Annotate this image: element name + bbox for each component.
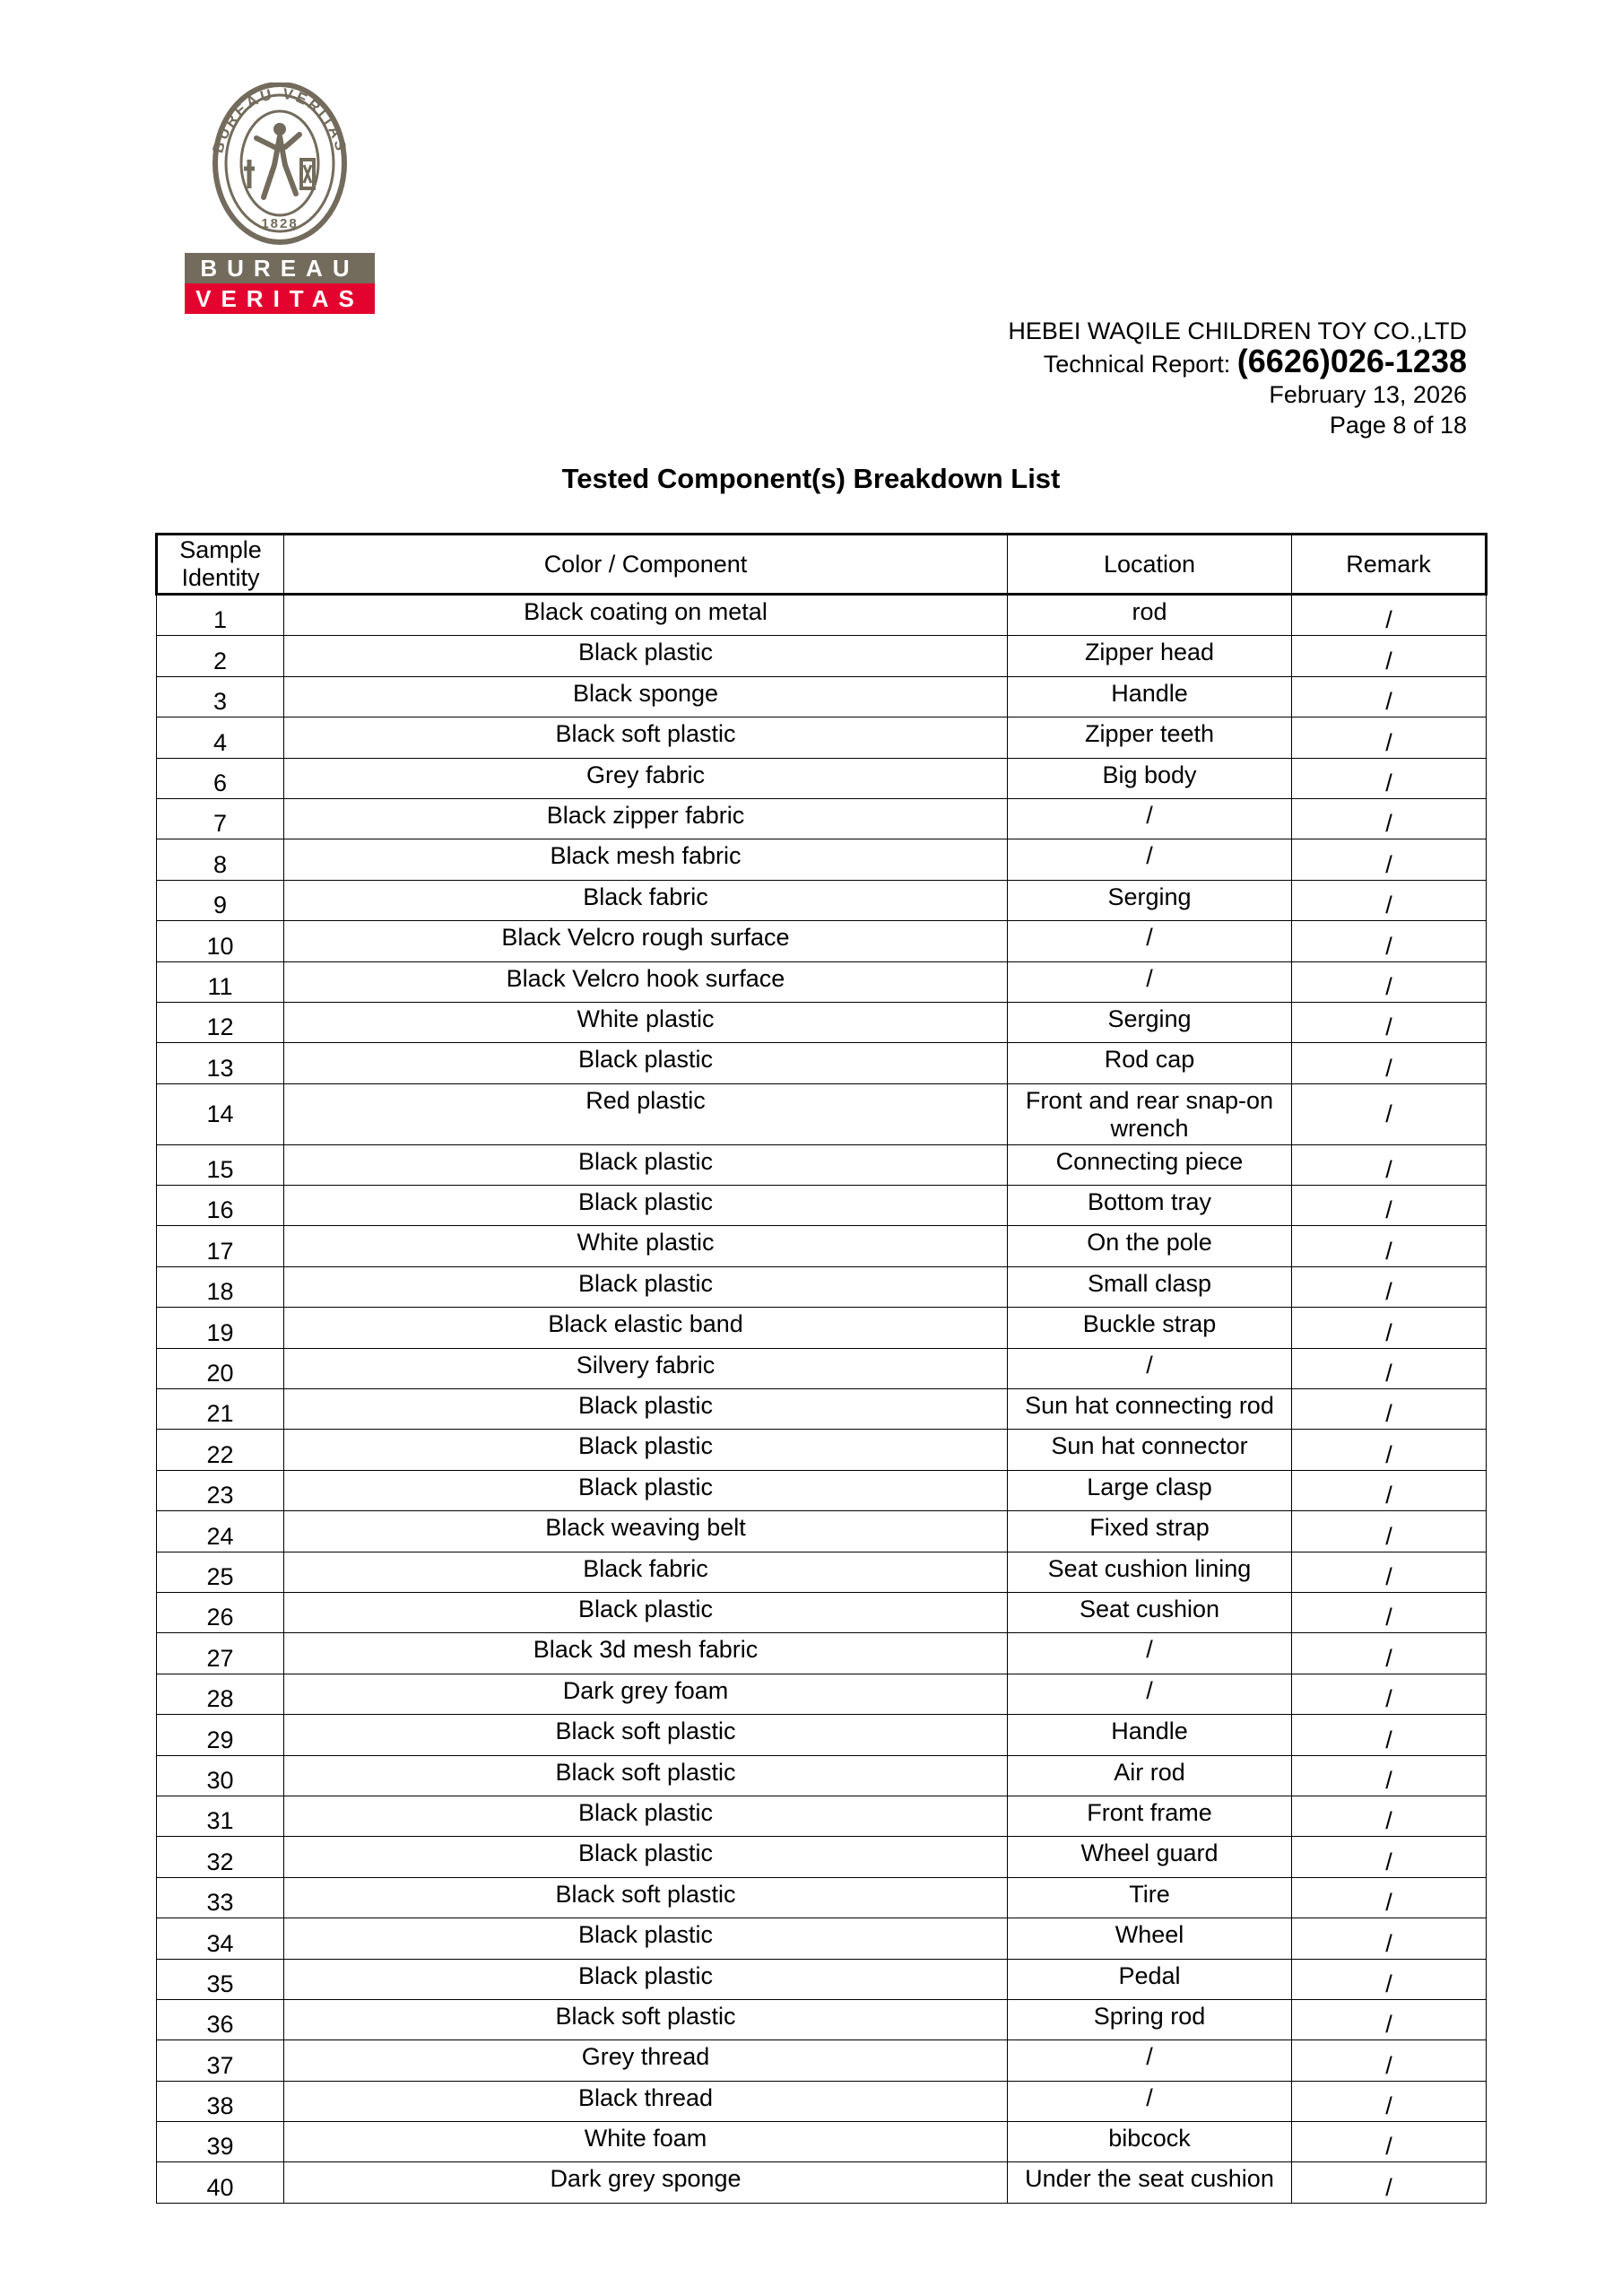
sample-identity-cell: 31 <box>157 1796 284 1836</box>
location-cell: Fixed strap <box>1008 1511 1292 1552</box>
component-cell: Grey thread <box>284 2040 1008 2081</box>
location-cell: Under the seat cushion <box>1008 2162 1292 2203</box>
remark-cell: / <box>1292 880 1487 920</box>
component-cell: Black plastic <box>284 1389 1008 1430</box>
location-cell: Zipper teeth <box>1008 718 1292 758</box>
sample-identity-cell: 11 <box>157 961 284 1002</box>
location-cell: Front and rear snap-on wrench <box>1008 1083 1292 1144</box>
table-row <box>157 676 1487 717</box>
component-cell: Black soft plastic <box>284 1755 1008 1796</box>
column-header-remark: Remark <box>1292 535 1487 595</box>
remark-cell: / <box>1292 636 1487 676</box>
component-cell: Black plastic <box>284 1837 1008 1877</box>
sample-identity-cell: 14 <box>157 1083 284 1144</box>
location-cell: Bottom tray <box>1008 1186 1292 1226</box>
location-cell: Seat cushion lining <box>1008 1552 1292 1592</box>
table-row <box>157 758 1487 798</box>
remark-cell: / <box>1292 1389 1487 1430</box>
remark-cell: / <box>1292 1592 1487 1632</box>
remark-cell: / <box>1292 1430 1487 1470</box>
location-cell: / <box>1008 2081 1292 2121</box>
component-cell: Silvery fabric <box>284 1348 1008 1388</box>
remark-cell: / <box>1292 676 1487 717</box>
location-cell: Wheel guard <box>1008 1837 1292 1877</box>
remark-cell: / <box>1292 1348 1487 1388</box>
table-row <box>157 1002 1487 1042</box>
table-row <box>157 961 1487 1002</box>
sample-identity-cell: 38 <box>157 2081 284 2121</box>
table-row <box>157 1430 1487 1470</box>
component-cell: White plastic <box>284 1002 1008 1042</box>
location-cell: On the pole <box>1008 1226 1292 1266</box>
remark-cell: / <box>1292 1999 1487 2039</box>
location-cell: / <box>1008 1348 1292 1388</box>
sample-identity-cell: 26 <box>157 1592 284 1632</box>
component-cell: Black thread <box>284 2081 1008 2121</box>
component-cell: Dark grey sponge <box>284 2162 1008 2203</box>
table-row <box>157 1674 1487 1714</box>
remark-cell: / <box>1292 1877 1487 1918</box>
component-cell: Black plastic <box>284 636 1008 676</box>
table-row <box>157 880 1487 920</box>
component-cell: White plastic <box>284 1226 1008 1266</box>
remark-cell: / <box>1292 2122 1487 2162</box>
table-row <box>157 1348 1487 1388</box>
component-cell: Black plastic <box>284 1796 1008 1836</box>
location-cell: / <box>1008 961 1292 1002</box>
svg-text:BUREAU: BUREAU <box>200 255 360 282</box>
table-row <box>157 1715 1487 1755</box>
svg-text:1828: 1828 <box>261 216 299 231</box>
sample-identity-cell: 24 <box>157 1511 284 1552</box>
location-cell: Tire <box>1008 1877 1292 1918</box>
component-cell: Black Velcro rough surface <box>284 921 1008 961</box>
component-cell: Black plastic <box>284 1918 1008 1959</box>
remark-cell: / <box>1292 1552 1487 1592</box>
sample-identity-cell: 25 <box>157 1552 284 1592</box>
sample-identity-cell: 28 <box>157 1674 284 1714</box>
sample-identity-cell: 36 <box>157 1999 284 2039</box>
table-row <box>157 1266 1487 1307</box>
table-body <box>157 595 1487 2204</box>
location-cell: Connecting piece <box>1008 1144 1292 1185</box>
location-cell: Sun hat connecting rod <box>1008 1389 1292 1430</box>
table-row <box>157 1389 1487 1430</box>
location-cell: / <box>1008 839 1292 880</box>
report-header <box>1008 316 1467 440</box>
sample-identity-cell: 23 <box>157 1470 284 1510</box>
table-row <box>157 798 1487 839</box>
component-cell: Red plastic <box>284 1083 1008 1144</box>
table-row <box>157 636 1487 676</box>
component-cell: Black plastic <box>284 1144 1008 1185</box>
sample-identity-cell: 1 <box>157 595 284 636</box>
remark-cell: / <box>1292 1144 1487 1185</box>
table-row <box>157 1796 1487 1836</box>
location-cell: / <box>1008 1633 1292 1674</box>
table-header-row <box>157 535 1487 595</box>
sample-identity-cell: 18 <box>157 1266 284 1307</box>
component-cell: Black plastic <box>284 1430 1008 1470</box>
table-row <box>157 1226 1487 1266</box>
component-cell: Black plastic <box>284 1592 1008 1632</box>
location-cell: / <box>1008 798 1292 839</box>
sample-identity-cell: 3 <box>157 676 284 717</box>
component-cell: Black soft plastic <box>284 1715 1008 1755</box>
remark-cell: / <box>1292 1470 1487 1510</box>
sample-identity-cell: 10 <box>157 921 284 961</box>
remark-cell: / <box>1292 1083 1487 1144</box>
component-cell: White foam <box>284 2122 1008 2162</box>
sample-identity-cell: 19 <box>157 1308 284 1348</box>
table-row <box>157 1083 1487 1144</box>
company-name: HEBEI WAQILE CHILDREN TOY CO.,LTD <box>1008 317 1467 344</box>
location-cell: Handle <box>1008 1715 1292 1755</box>
remark-cell: / <box>1292 758 1487 798</box>
component-cell: Black zipper fabric <box>284 798 1008 839</box>
sample-identity-cell: 39 <box>157 2122 284 2162</box>
sample-identity-cell: 21 <box>157 1389 284 1430</box>
sample-identity-cell: 22 <box>157 1430 284 1470</box>
location-cell: Seat cushion <box>1008 1592 1292 1632</box>
table-row <box>157 1959 1487 1999</box>
location-cell: Serging <box>1008 880 1292 920</box>
table-row <box>157 1999 1487 2039</box>
column-header-sample-identity: Sample Identity <box>157 535 284 595</box>
location-cell: bibcock <box>1008 2122 1292 2162</box>
table-row <box>157 921 1487 961</box>
remark-cell: / <box>1292 2162 1487 2203</box>
sample-identity-cell: 7 <box>157 798 284 839</box>
remark-cell: / <box>1292 1755 1487 1796</box>
sample-identity-cell: 16 <box>157 1186 284 1226</box>
remark-cell: / <box>1292 1266 1487 1307</box>
table-row <box>157 1043 1487 1083</box>
component-breakdown-table <box>155 533 1488 2204</box>
bureau-veritas-seal-icon <box>185 83 375 317</box>
table-row <box>157 718 1487 758</box>
remark-cell: / <box>1292 921 1487 961</box>
remark-cell: / <box>1292 1002 1487 1042</box>
component-cell: Black weaving belt <box>284 1511 1008 1552</box>
location-cell: Pedal <box>1008 1959 1292 1999</box>
remark-cell: / <box>1292 798 1487 839</box>
component-cell: Black elastic band <box>284 1308 1008 1348</box>
svg-text:BUREAU VERITAS: BUREAU VERITAS <box>209 84 351 155</box>
sample-identity-cell: 37 <box>157 2040 284 2081</box>
remark-cell: / <box>1292 1959 1487 1999</box>
component-cell: Black coating on metal <box>284 595 1008 636</box>
sample-identity-cell: 13 <box>157 1043 284 1083</box>
location-cell: Large clasp <box>1008 1470 1292 1510</box>
table-row <box>157 1877 1487 1918</box>
remark-cell: / <box>1292 1226 1487 1266</box>
sample-identity-cell: 20 <box>157 1348 284 1388</box>
table-row <box>157 2122 1487 2162</box>
component-cell: Black plastic <box>284 1470 1008 1510</box>
component-cell: Black fabric <box>284 1552 1008 1592</box>
location-cell: / <box>1008 1674 1292 1714</box>
component-cell: Black mesh fabric <box>284 839 1008 880</box>
location-cell: Small clasp <box>1008 1266 1292 1307</box>
location-cell: Air rod <box>1008 1755 1292 1796</box>
svg-text:VERITAS: VERITAS <box>195 285 364 312</box>
location-cell: rod <box>1008 595 1292 636</box>
location-cell: Front frame <box>1008 1796 1292 1836</box>
component-cell: Black soft plastic <box>284 718 1008 758</box>
location-cell: Spring rod <box>1008 1999 1292 2039</box>
location-cell: Sun hat connector <box>1008 1430 1292 1470</box>
remark-cell: / <box>1292 718 1487 758</box>
location-cell: Big body <box>1008 758 1292 798</box>
table-row <box>157 1511 1487 1552</box>
table-row <box>157 1837 1487 1877</box>
remark-cell: / <box>1292 839 1487 880</box>
remark-cell: / <box>1292 1633 1487 1674</box>
sample-identity-cell: 12 <box>157 1002 284 1042</box>
location-cell: Buckle strap <box>1008 1308 1292 1348</box>
remark-cell: / <box>1292 595 1487 636</box>
bureau-veritas-logo <box>185 83 375 317</box>
component-cell: Black plastic <box>284 1266 1008 1307</box>
report-date: February 13, 2026 <box>1269 381 1467 408</box>
remark-cell: / <box>1292 2040 1487 2081</box>
sample-identity-cell: 17 <box>157 1226 284 1266</box>
component-cell: Black plastic <box>284 1959 1008 1999</box>
location-cell: Rod cap <box>1008 1043 1292 1083</box>
sample-identity-cell: 15 <box>157 1144 284 1185</box>
component-cell: Black Velcro hook surface <box>284 961 1008 1002</box>
component-cell: Grey fabric <box>284 758 1008 798</box>
sample-identity-cell: 8 <box>157 839 284 880</box>
location-cell: Zipper head <box>1008 636 1292 676</box>
table-row <box>157 1755 1487 1796</box>
remark-cell: / <box>1292 961 1487 1002</box>
remark-cell: / <box>1292 1837 1487 1877</box>
sample-identity-cell: 40 <box>157 2162 284 2203</box>
sample-identity-cell: 33 <box>157 1877 284 1918</box>
report-label: Technical Report: <box>1043 351 1237 378</box>
table-row <box>157 1552 1487 1592</box>
column-header-component: Color / Component <box>284 535 1008 595</box>
sample-identity-cell: 9 <box>157 880 284 920</box>
sample-identity-cell: 29 <box>157 1715 284 1755</box>
component-cell: Black plastic <box>284 1043 1008 1083</box>
sample-identity-cell: 2 <box>157 636 284 676</box>
component-cell: Black sponge <box>284 676 1008 717</box>
remark-cell: / <box>1292 1308 1487 1348</box>
sample-identity-cell: 6 <box>157 758 284 798</box>
sample-identity-cell: 34 <box>157 1918 284 1959</box>
component-cell: Black soft plastic <box>284 1877 1008 1918</box>
remark-cell: / <box>1292 1043 1487 1083</box>
sample-identity-cell: 4 <box>157 718 284 758</box>
location-cell: / <box>1008 2040 1292 2081</box>
component-cell: Black soft plastic <box>284 1999 1008 2039</box>
table-row <box>157 1633 1487 1674</box>
component-cell: Black 3d mesh fabric <box>284 1633 1008 1674</box>
table-row <box>157 1592 1487 1632</box>
table-row <box>157 2040 1487 2081</box>
page-title: Tested Component(s) Breakdown List <box>561 463 1061 494</box>
sample-identity-cell: 30 <box>157 1755 284 1796</box>
table-row <box>157 839 1487 880</box>
remark-cell: / <box>1292 1918 1487 1959</box>
location-cell: Wheel <box>1008 1918 1292 1959</box>
remark-cell: / <box>1292 2081 1487 2121</box>
remark-cell: / <box>1292 1715 1487 1755</box>
remark-cell: / <box>1292 1674 1487 1714</box>
location-cell: Serging <box>1008 1002 1292 1042</box>
table-row <box>157 1144 1487 1185</box>
table-row <box>157 2162 1487 2203</box>
sample-identity-cell: 35 <box>157 1959 284 1999</box>
column-header-location: Location <box>1008 535 1292 595</box>
table-row <box>157 1918 1487 1959</box>
table-row <box>157 1308 1487 1348</box>
sample-identity-cell: 32 <box>157 1837 284 1877</box>
remark-cell: / <box>1292 1796 1487 1836</box>
table-row <box>157 2081 1487 2121</box>
table-row <box>157 1186 1487 1226</box>
location-cell: / <box>1008 921 1292 961</box>
page-number: Page 8 of 18 <box>1329 412 1467 439</box>
location-cell: Handle <box>1008 676 1292 717</box>
component-cell: Black plastic <box>284 1186 1008 1226</box>
report-number-line <box>1008 343 1467 379</box>
table-row <box>157 1470 1487 1510</box>
remark-cell: / <box>1292 1511 1487 1552</box>
remark-cell: / <box>1292 1186 1487 1226</box>
component-cell: Dark grey foam <box>284 1674 1008 1714</box>
table-row <box>157 595 1487 636</box>
sample-identity-cell: 27 <box>157 1633 284 1674</box>
component-cell: Black fabric <box>284 880 1008 920</box>
report-number: (6626)026-1238 <box>1236 343 1467 379</box>
